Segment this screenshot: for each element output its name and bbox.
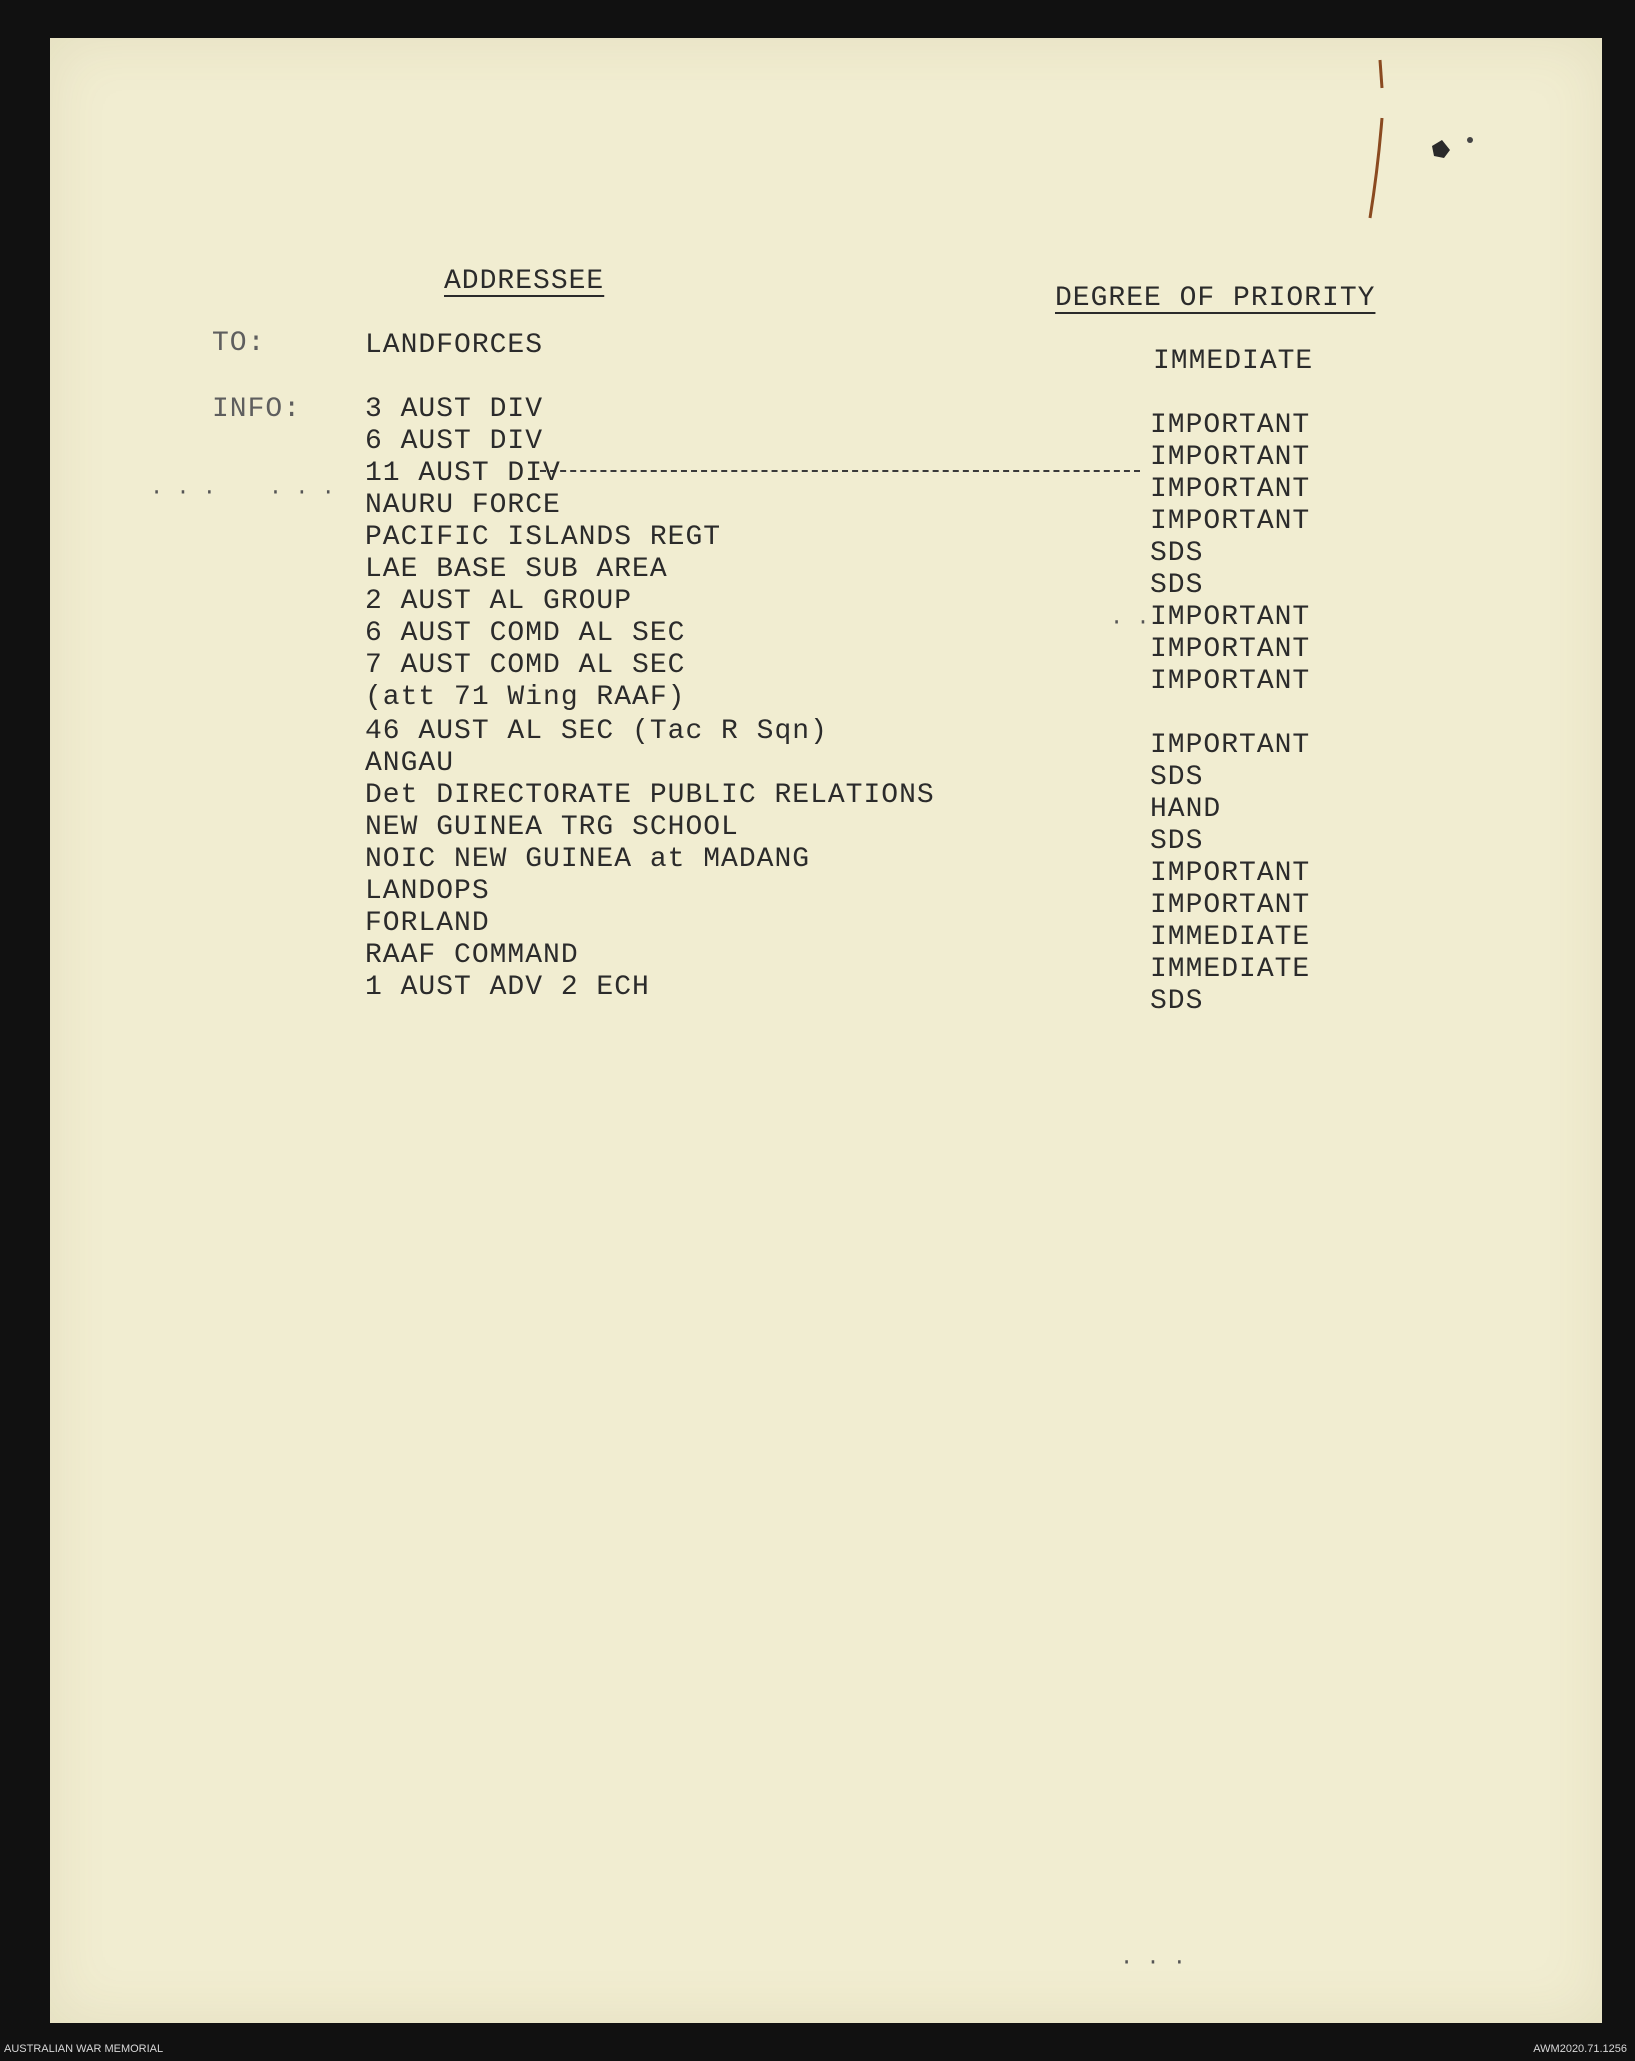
to-label: TO:	[212, 328, 266, 359]
info-priority: IMMEDIATE	[1150, 922, 1311, 953]
info-priority: SDS	[1150, 538, 1204, 569]
info-addressee: ANGAU	[365, 748, 455, 779]
info-addressee: LANDOPS	[365, 876, 490, 907]
info-priority: IMPORTANT	[1150, 634, 1311, 665]
info-addressee: 1 AUST ADV 2 ECH	[365, 972, 650, 1003]
stray-dots: · ·	[1110, 610, 1150, 635]
to-priority: IMMEDIATE	[1153, 346, 1314, 377]
info-priority: SDS	[1150, 762, 1204, 793]
info-addressee: 6 AUST COMD AL SEC	[365, 618, 686, 649]
info-priority: IMPORTANT	[1150, 410, 1311, 441]
info-addressee: NEW GUINEA TRG SCHOOL	[365, 812, 739, 843]
info-priority: IMPORTANT	[1150, 602, 1311, 633]
info-priority: IMPORTANT	[1150, 858, 1311, 889]
info-label: INFO:	[212, 394, 302, 425]
info-addressee: FORLAND	[365, 908, 490, 939]
info-addressee: 7 AUST COMD AL SEC	[365, 650, 686, 681]
priority-header: DEGREE OF PRIORITY	[1055, 283, 1376, 314]
footer-left: AUSTRALIAN WAR MEMORIAL	[4, 2043, 164, 2055]
info-priority: SDS	[1150, 826, 1204, 857]
info-addressee: NOIC NEW GUINEA at MADANG	[365, 844, 811, 875]
info-priority: IMPORTANT	[1150, 474, 1311, 505]
info-priority: IMPORTANT	[1150, 730, 1311, 761]
to-addressee: LANDFORCES	[365, 330, 544, 361]
info-addressee: 46 AUST AL SEC (Tac R Sqn)	[365, 716, 828, 747]
info-priority: IMPORTANT	[1150, 506, 1311, 537]
stray-dots: · · ·	[1120, 1950, 1187, 1975]
info-addressee: RAAF COMMAND	[365, 940, 579, 971]
info-addressee: 6 AUST DIV	[365, 426, 544, 457]
info-addressee: 3 AUST DIV	[365, 394, 544, 425]
info-priority: IMMEDIATE	[1150, 954, 1311, 985]
info-priority: IMPORTANT	[1150, 442, 1311, 473]
info-addressee: (att 71 Wing RAAF)	[365, 682, 686, 713]
info-priority: HAND	[1150, 794, 1222, 825]
info-priority: IMPORTANT	[1150, 890, 1311, 921]
footer-right: AWM2020.71.1256	[1533, 2043, 1627, 2055]
addressee-header: ADDRESSEE	[444, 266, 605, 297]
info-addressee: Det DIRECTORATE PUBLIC RELATIONS	[365, 780, 935, 811]
strike-line	[540, 470, 1140, 472]
info-priority: IMPORTANT	[1150, 666, 1311, 697]
info-addressee: PACIFIC ISLANDS REGT	[365, 522, 722, 553]
pen-mark	[1360, 48, 1510, 248]
document-page	[50, 38, 1602, 2023]
info-addressee: 2 AUST AL GROUP	[365, 586, 633, 617]
info-addressee: NAURU FORCE	[365, 490, 561, 521]
info-priority: SDS	[1150, 570, 1204, 601]
info-addressee: 11 AUST DIV	[365, 458, 561, 489]
stray-dots: · · · · · ·	[150, 480, 335, 505]
info-priority: SDS	[1150, 986, 1204, 1017]
info-addressee: LAE BASE SUB AREA	[365, 554, 668, 585]
